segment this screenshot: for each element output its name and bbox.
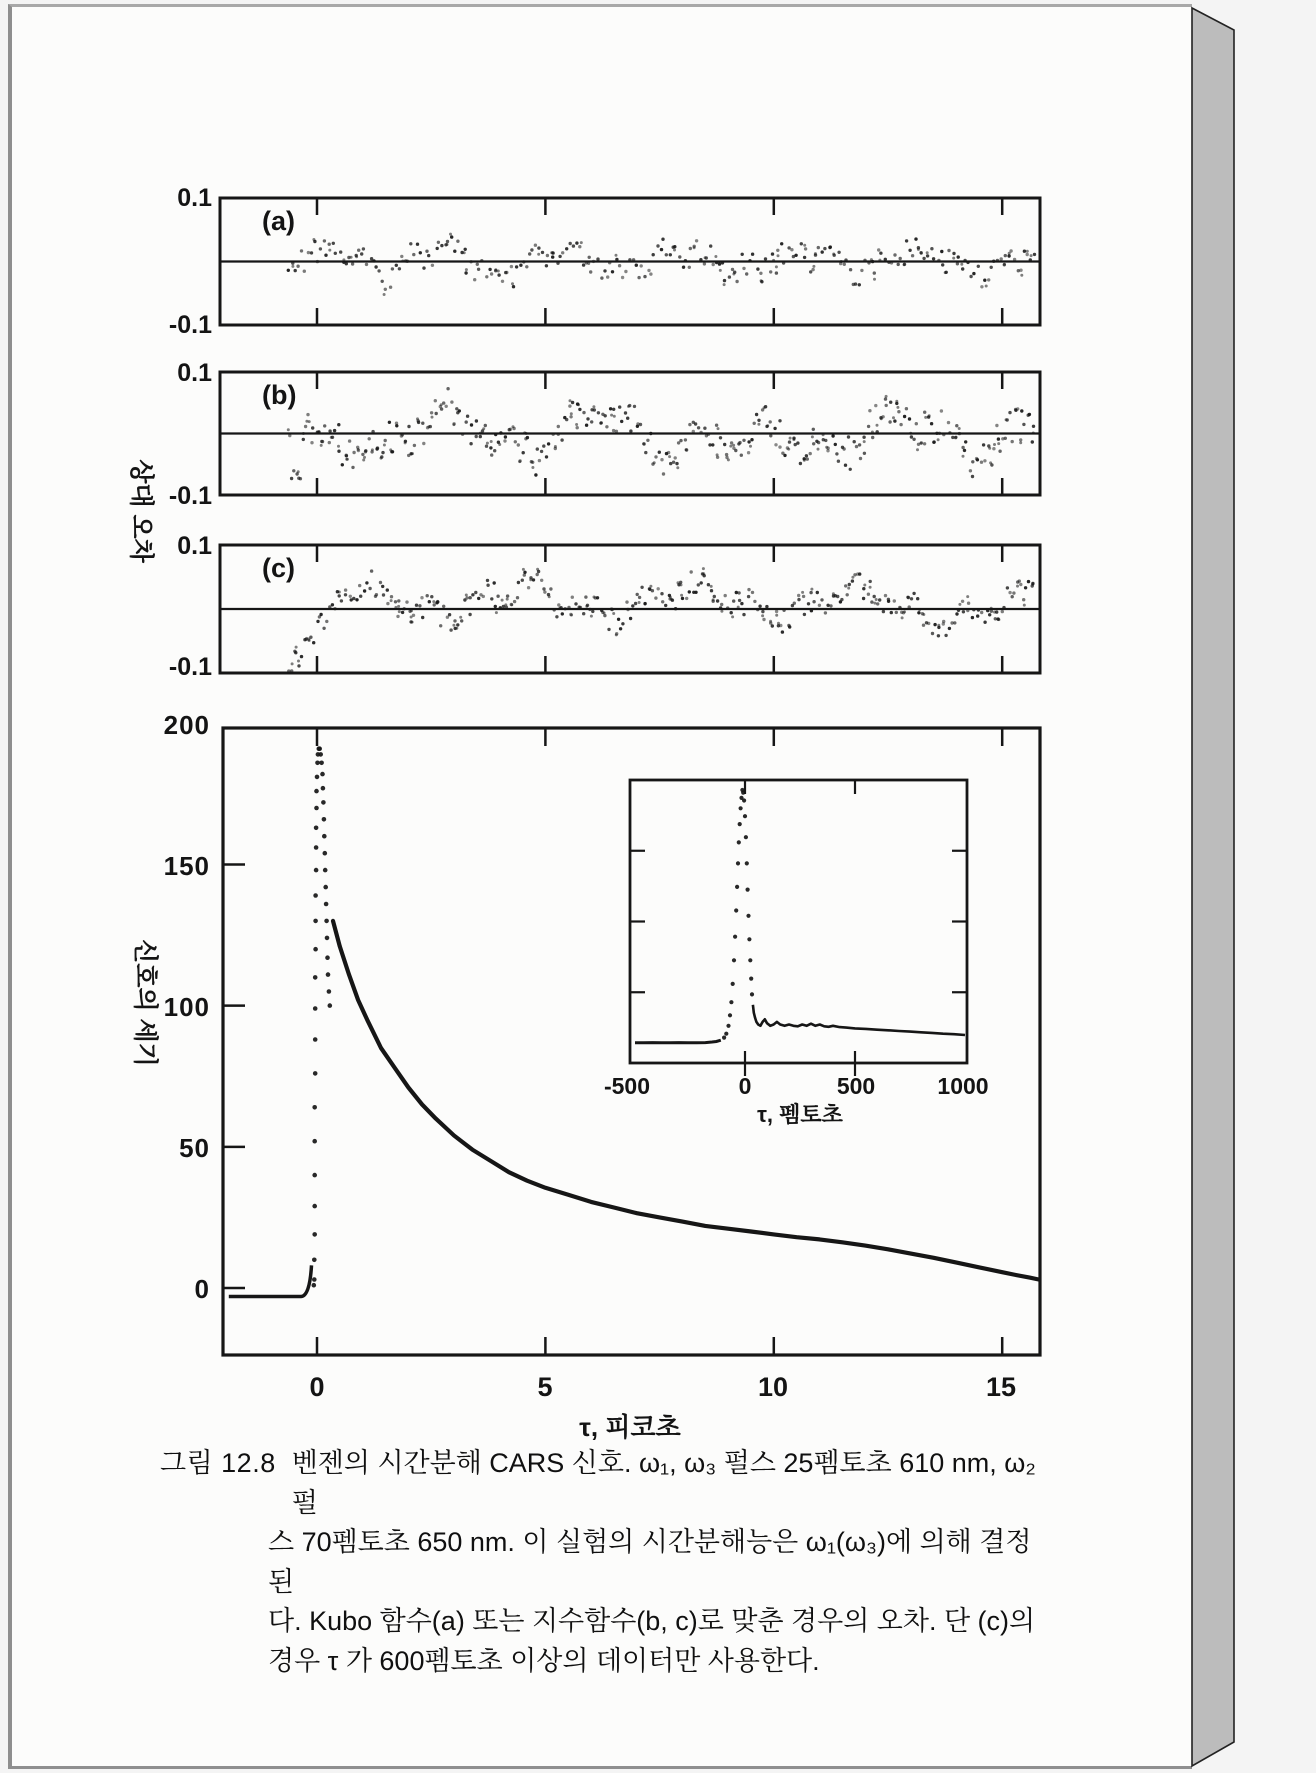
panel-c-ytick-top: 0.1 (177, 532, 212, 560)
panel-a-ytick-top: 0.1 (177, 184, 212, 212)
residual-scatter-a (287, 233, 1037, 296)
caption-line-3: 다. Kubo 함수(a) 또는 지수함수(b, c)로 맞춘 경우의 오차. 단 (c)의 (268, 1606, 1036, 1636)
main-ytick-200: 200 (163, 710, 210, 740)
inset-peak-scatter (722, 788, 754, 1040)
caption-line-4: 경우 τ 가 600펨토초 이상의 데이터만 사용한다. (268, 1645, 820, 1676)
panel-a-ytick-bottom: -0.1 (168, 311, 212, 339)
main-xtick-5: 5 (537, 1372, 553, 1402)
caption-line-2: 스 70펨토초 650 nm. 이 실험의 시간분해능은 ω₁(ω₃)에 의해 결정된 (268, 1527, 1032, 1597)
panel-a-label: (a) (262, 206, 295, 236)
relative-error-axis-title: 상대 오차 (127, 459, 155, 563)
book-edge (1192, 8, 1234, 1766)
inset-xtick-1000: 1000 (937, 1073, 989, 1099)
inset-xtick-500: 500 (836, 1073, 876, 1099)
signal-intensity-axis-title: 신호의 세기 (131, 939, 159, 1067)
residual-panel-b (220, 372, 1040, 495)
residual-panel-a (220, 198, 1040, 325)
panel-c-ytick-bottom: -0.1 (168, 653, 212, 681)
inset-xtick-m500: -500 (603, 1073, 651, 1099)
signal-baseline (229, 1265, 312, 1296)
figure-caption (160, 1444, 1046, 1681)
signal-peak-scatter (312, 746, 333, 1287)
residual-panel-c (220, 545, 1040, 673)
main-xtick-15: 15 (985, 1372, 1017, 1402)
residual-scatter-c (287, 567, 1035, 673)
main-ytick-100: 100 (163, 992, 210, 1022)
inset-xtick-0: 0 (738, 1073, 752, 1099)
main-ytick-150: 150 (163, 851, 210, 881)
inset-baseline-line (635, 1040, 721, 1043)
panel-b-label: (b) (262, 380, 297, 410)
caption-text-1: 벤젠의 시간분해 CARS 신호. ω₁, ω₃ 펄스 25펨토초 610 nm, ω₂ 펄 (291, 1448, 1036, 1518)
main-x-axis-title: τ, 피코초 (579, 1412, 681, 1442)
main-ytick-50: 50 (179, 1133, 210, 1163)
main-ytick-0: 0 (194, 1274, 210, 1304)
caption-line-1 (160, 1444, 1046, 1523)
panel-b-ytick-bottom: -0.1 (168, 482, 212, 510)
inset-plot (630, 780, 967, 1076)
fit-curve-line (333, 921, 1039, 1280)
main-xtick-0: 0 (309, 1372, 325, 1402)
main-xtick-10: 10 (757, 1372, 789, 1402)
panel-c-label: (c) (262, 553, 295, 583)
inset-x-axis-title: τ, 펨토초 (757, 1102, 843, 1127)
figure-number: 그림 12.8 (160, 1448, 276, 1478)
inset-tail-line (753, 1005, 965, 1035)
main-plot (223, 728, 1040, 1355)
panel-b-ytick-top: 0.1 (177, 359, 212, 387)
